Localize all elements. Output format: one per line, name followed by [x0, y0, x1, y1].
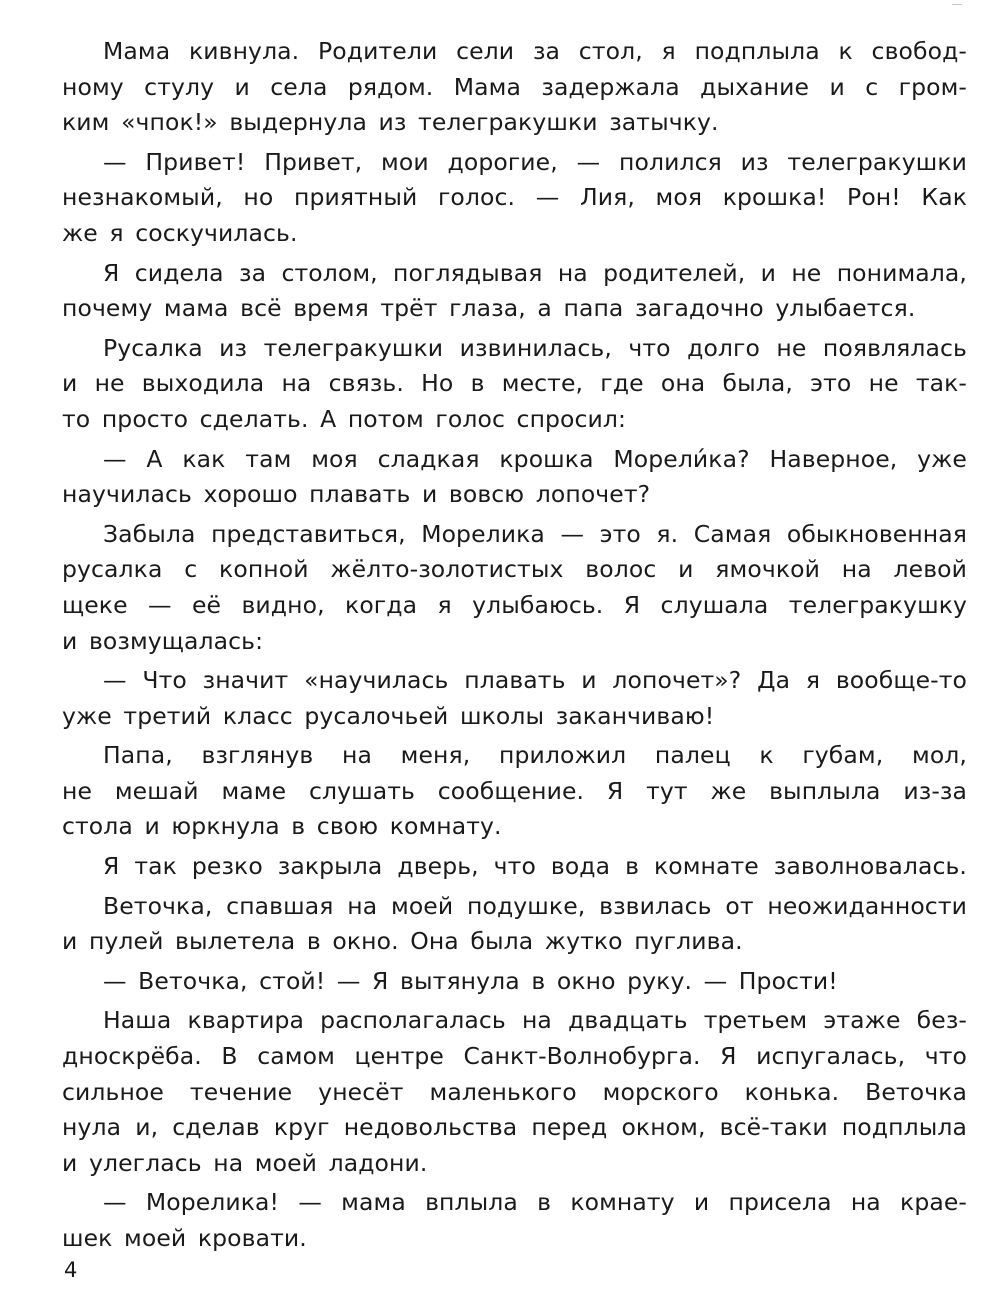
text-line: ному стулу и села рядом. Мама задержала дыхание и с гром- — [62, 72, 967, 101]
text-line: щеке — её видно, когда я улыбаюсь. Я слушала телегракушку — [62, 590, 967, 619]
text-line: Я сидела за столом, поглядывая на родителей, и не понимала, — [103, 258, 967, 287]
text-line: — Привет! Привет, мои дорогие, — полился из телегракушки — [103, 147, 967, 176]
text-line: шек моей кровати. — [62, 1224, 307, 1252]
paragraph — [62, 1003, 967, 1181]
text-line: незнакомый, но приятный голос. — Лия, моя крошка! Рон! Как — [62, 183, 967, 212]
text-line: Я так резко закрыла дверь, что вода в комнате заволновалась. — [103, 852, 967, 881]
paragraph — [62, 517, 967, 659]
paragraph — [62, 442, 967, 513]
text-line: же я соскучилась. — [62, 218, 298, 247]
text-line: Русалка из телегракушки извинилась, что долго не появлялась — [103, 333, 967, 362]
text-line: нула и, сделав круг недовольства перед окном, всё-таки подплыла — [62, 1113, 967, 1142]
paragraph — [62, 145, 967, 252]
paragraph — [62, 1185, 967, 1256]
text-line: научилась хорошо плавать и вовсю лопочет? — [62, 480, 651, 509]
text-line: уже третий класс русалочьей школы заканчиваю! — [62, 701, 715, 730]
text-line: и возмущалась: — [62, 626, 264, 655]
text-line: и улеглась на моей ладони. — [62, 1148, 428, 1177]
text-line: русалка с копной жёлто-золотистых волос и ямочкой на левой — [62, 555, 967, 584]
corner-mark — [952, 4, 962, 5]
paragraph — [62, 34, 967, 141]
text-line: почему мама всё время трёт глаза, а папа загадочно улыбается. — [62, 294, 916, 323]
text-line: Наша квартира располагалась на двадцать третьем этаже без- — [103, 1006, 967, 1035]
text-line: ким «чпок!» выдернула из телегракушки затычку. — [62, 108, 719, 137]
text-line: дноскрёба. В самом центре Санкт-Волнобурга. Я испугалась, что — [62, 1042, 967, 1071]
text-line: сильное течение унесёт маленького морского конька. Веточка — [62, 1077, 967, 1106]
text-line: то просто сделать. А потом голос спросил: — [62, 404, 627, 433]
page-number: 4 — [64, 1258, 78, 1282]
text-line: — А как там моя сладкая крошка Морели́ка? Наверное, уже — [103, 444, 967, 473]
text-line: Папа, взглянув на меня, приложил палец к губам, мол, — [103, 741, 967, 770]
paragraph — [62, 849, 967, 885]
text-line: Забыла представиться, Морелика — это я. Самая обыкновенная — [103, 519, 967, 548]
paragraph — [62, 889, 967, 960]
text-line: стола и юркнула в свою комнату. — [62, 812, 502, 841]
paragraph — [62, 331, 967, 438]
paragraph — [62, 738, 967, 845]
body-text — [62, 34, 967, 1261]
text-line: не мешай маме слушать сообщение. Я тут же выплыла из-за — [62, 776, 967, 805]
text-line: — Веточка, стой! — Я вытянула в окно руку. — Прости! — [103, 966, 838, 995]
paragraph — [62, 256, 967, 327]
text-line: и не выходила на связь. Но в месте, где она была, это не так- — [62, 369, 967, 398]
paragraph — [62, 964, 967, 1000]
text-line: Мама кивнула. Родители сели за стол, я подплыла к свобод- — [103, 37, 967, 65]
text-line: — Морелика! — мама вплыла в комнату и присела на крае- — [103, 1188, 967, 1217]
text-line: и пулей вылетела в окно. Она была жутко пуглива. — [62, 927, 743, 956]
text-line: — Что значит «научилась плавать и лопочет»? Да я вообще-то — [103, 666, 967, 695]
paragraph — [62, 663, 967, 734]
text-line: Веточка, спавшая на моей подушке, взвилась от неожиданности — [103, 891, 967, 920]
